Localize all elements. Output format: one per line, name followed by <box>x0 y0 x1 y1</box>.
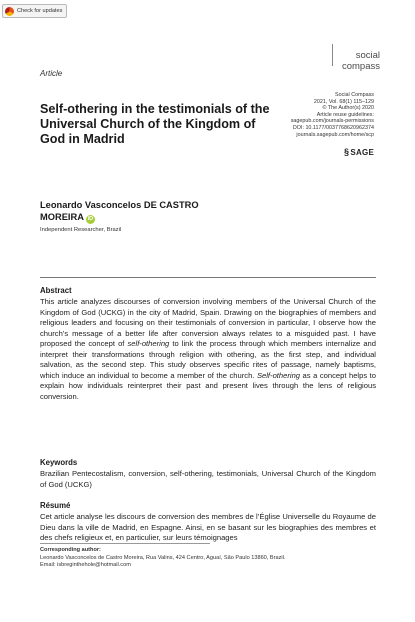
abstract-text <box>40 297 376 402</box>
meta-doi[interactable]: DOI: 10.1177/0037768620962374 <box>292 124 374 131</box>
badge-label: Check for updates <box>17 8 63 14</box>
corresponding-author-address: Leonardo Vasconcelos de Castro Moreira, Rua Valins, 424 Centro, Aguaí, São Paulo 13860, Brazil. <box>40 554 286 561</box>
abstract-part3: as a concept helps to explain how individuals reinterpret their past and present lives through the lens of religious conversion. <box>40 370 376 401</box>
meta-reuse-label: Article reuse guidelines: <box>316 111 374 118</box>
author-name-part1: Leonardo Vasconcelos DE CASTRO <box>40 200 199 210</box>
resume-text: Cet article analyse les discours de conversion des membres de l’Église Universelle du Royaume de Dieu dans la ville de Madrid, en Espagne. Ainsi, en se basant sur les biographies des membres et des chefs religieux et, en particulier, sur leurs témoignages <box>40 512 376 542</box>
resume-heading: Résumé <box>40 501 71 510</box>
footnote-divider <box>40 543 210 544</box>
article-type-label: Article <box>40 69 63 78</box>
abstract-part1: This article analyzes discourses of conversion involving members of the Universal Church of the Kingdom of God (UCKG) in the city of Madrid, Spain. Drawing on the biographies of members and religious leaders and focusing on their testimonials of conversion in particular, I observe how the church’s message of a better life after conversion always relates to a misguided past. I have proposed the concept of <box>40 297 376 348</box>
abstract-heading: Abstract <box>40 286 72 295</box>
abstract-term1: self-othering <box>127 339 170 348</box>
meta-volume: 2021, Vol. 68(1) 115–129 <box>313 98 374 105</box>
publisher-logo <box>344 147 374 157</box>
abstract-divider <box>40 277 376 278</box>
publisher-name: SAGE <box>350 148 375 157</box>
author-name-part2: MOREIRA <box>40 212 84 222</box>
author-name <box>40 199 280 224</box>
journal-logo <box>332 50 380 72</box>
corresponding-author-email[interactable]: Email: isbreginthehole@hotmail.com <box>40 562 131 569</box>
check-for-updates-badge[interactable] <box>2 4 67 18</box>
orcid-icon[interactable]: iD <box>87 216 94 222</box>
logo-rule <box>332 44 333 66</box>
meta-journal-name: Social Compass <box>335 92 374 98</box>
meta-reuse-link[interactable]: sagepub.com/journals-permissions <box>290 118 374 125</box>
journal-logo-line1: social <box>355 50 380 61</box>
journal-logo-line2: compass <box>341 61 380 72</box>
abstract-part2: to link the process through which members internalize and interpret their transformations through religion with othering, as the first step, and individual salvation, as the second step. This study observes specific rites of passage, namely baptisms, which induce an individual to become a member of the church. <box>40 339 376 380</box>
meta-copyright: © The Author(s) 2020 <box>322 105 374 112</box>
crossmark-icon <box>5 7 14 16</box>
keywords-heading: Keywords <box>40 458 78 467</box>
author-affiliation: Independent Researcher, Brazil <box>40 227 122 233</box>
abstract-term2: Self-othering <box>256 370 301 380</box>
corresponding-author-heading: Corresponding author: <box>40 547 101 553</box>
article-title: Self-othering in the testimonials of the Universal Church of the Kingdom of God in Madrid <box>40 102 270 147</box>
publication-meta <box>270 92 374 138</box>
sage-icon: § <box>344 147 350 157</box>
corresponding-author <box>40 547 376 570</box>
meta-journal-link[interactable]: journals.sagepub.com/home/scp <box>296 131 374 138</box>
keywords-text: Brazilian Pentecostalism, conversion, self-othering, testimonials, Universal Church of the Kingdom of God (UCKG) <box>40 469 376 489</box>
